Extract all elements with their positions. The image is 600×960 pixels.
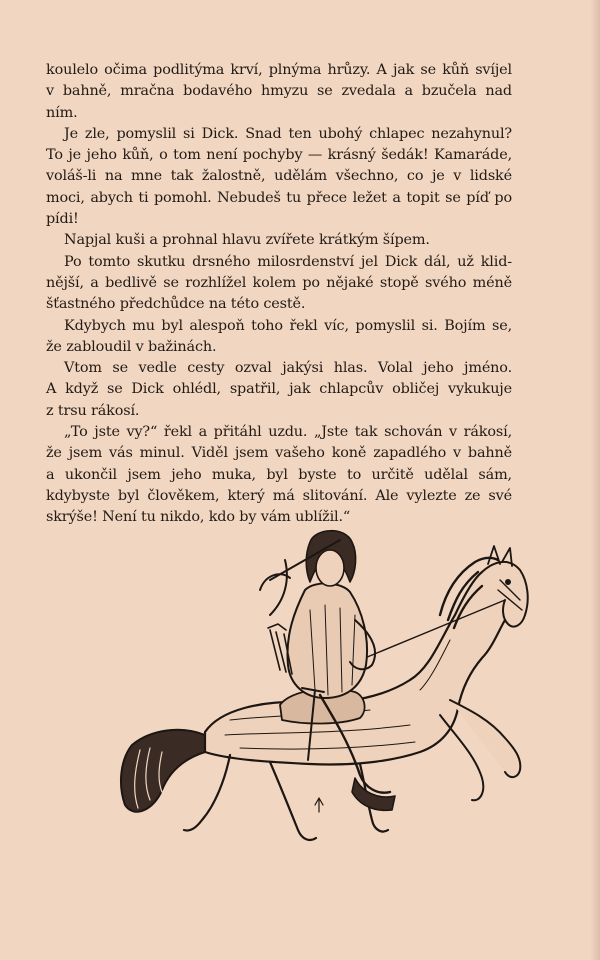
horse-rider-illustration: [110, 520, 540, 850]
text-line: pídi!: [46, 211, 79, 228]
paragraph: [46, 422, 512, 528]
horse-eye: [506, 580, 511, 585]
paragraph: [46, 124, 512, 230]
page-edge-shadow: [590, 0, 600, 960]
paragraph: [46, 252, 512, 316]
text-line: Je zle, pomyslil si Dick. Snad ten ubohý chlapec nezahynul?: [64, 125, 512, 142]
paragraph: [46, 316, 512, 359]
rider-boot: [352, 778, 395, 810]
text-line: A když se Dick ohlédl, spatřil, jak chlapcův obličej vykukuje: [46, 381, 512, 398]
text-line: Po tomto skutku drsného milosrdenství jel Dick dál, už klid-: [64, 253, 512, 270]
horse-hind-leg-2: [270, 762, 316, 840]
text-line: že zabloudil v bažinách.: [46, 338, 217, 355]
horse-tail: [121, 730, 205, 812]
text-line: Kdybych mu byl alespoň toho řekl víc, pomyslil si. Bojím se,: [64, 317, 512, 334]
text-line: z trsu rákosí.: [46, 402, 140, 419]
text-line: voláš-li na mne tak žalostně, udělám všechno, co je v lidské: [46, 168, 512, 185]
text-line: že jsem vás minul. Viděl jsem vašeho koně zapadlého v bahně: [46, 445, 512, 462]
paragraph: [46, 358, 512, 422]
text-line: moci, abych ti pomohl. Nebudeš tu přece ležet a topit se píď po: [46, 189, 512, 206]
paragraph: [46, 230, 512, 251]
horse-hind-leg-1: [184, 755, 230, 831]
text-line: nější, a bedlivě se rozhlížel kolem po nějaké stopě svého méně: [46, 274, 512, 291]
text-line: Vtom se vedle cesty ozval jakýsi hlas. Volal jeho jméno.: [64, 360, 512, 377]
text-line: To je jeho kůň, o tom není pochyby — krásný šedák! Kamaráde,: [46, 147, 512, 164]
text-line: „To jste vy?“ řekl a přitáhl uzdu. „Jste tak schován v rákosí,: [64, 424, 512, 441]
text-line: ním.: [46, 104, 78, 121]
body-text: [46, 60, 512, 529]
paragraph: [46, 60, 512, 124]
text-line: a ukončil jsem jeho muka, byl byste to určitě udělal sám,: [46, 466, 512, 483]
text-line: skrýše! Není tu nikdo, kdo by vám ublížil.“: [46, 509, 351, 526]
rider-face: [316, 550, 344, 586]
horse-front-leg-1: [450, 700, 520, 777]
text-line: v bahně, mračna bodavého hmyzu se zvedala a bzučela nad: [46, 83, 512, 100]
text-line: Napjal kuši a prohnal hlavu zvířete krátkým šípem.: [64, 232, 430, 249]
ground-mark: [315, 798, 323, 812]
text-line: šťastného předchůdce na této cestě.: [46, 296, 306, 313]
text-line: koulelo očima podlitýma krví, plnýma hrůzy. A jak se kůň svíjel: [46, 62, 512, 78]
text-line: kdybyste byl člověkem, který má slitování. Ale vylezte ze své: [46, 487, 512, 504]
